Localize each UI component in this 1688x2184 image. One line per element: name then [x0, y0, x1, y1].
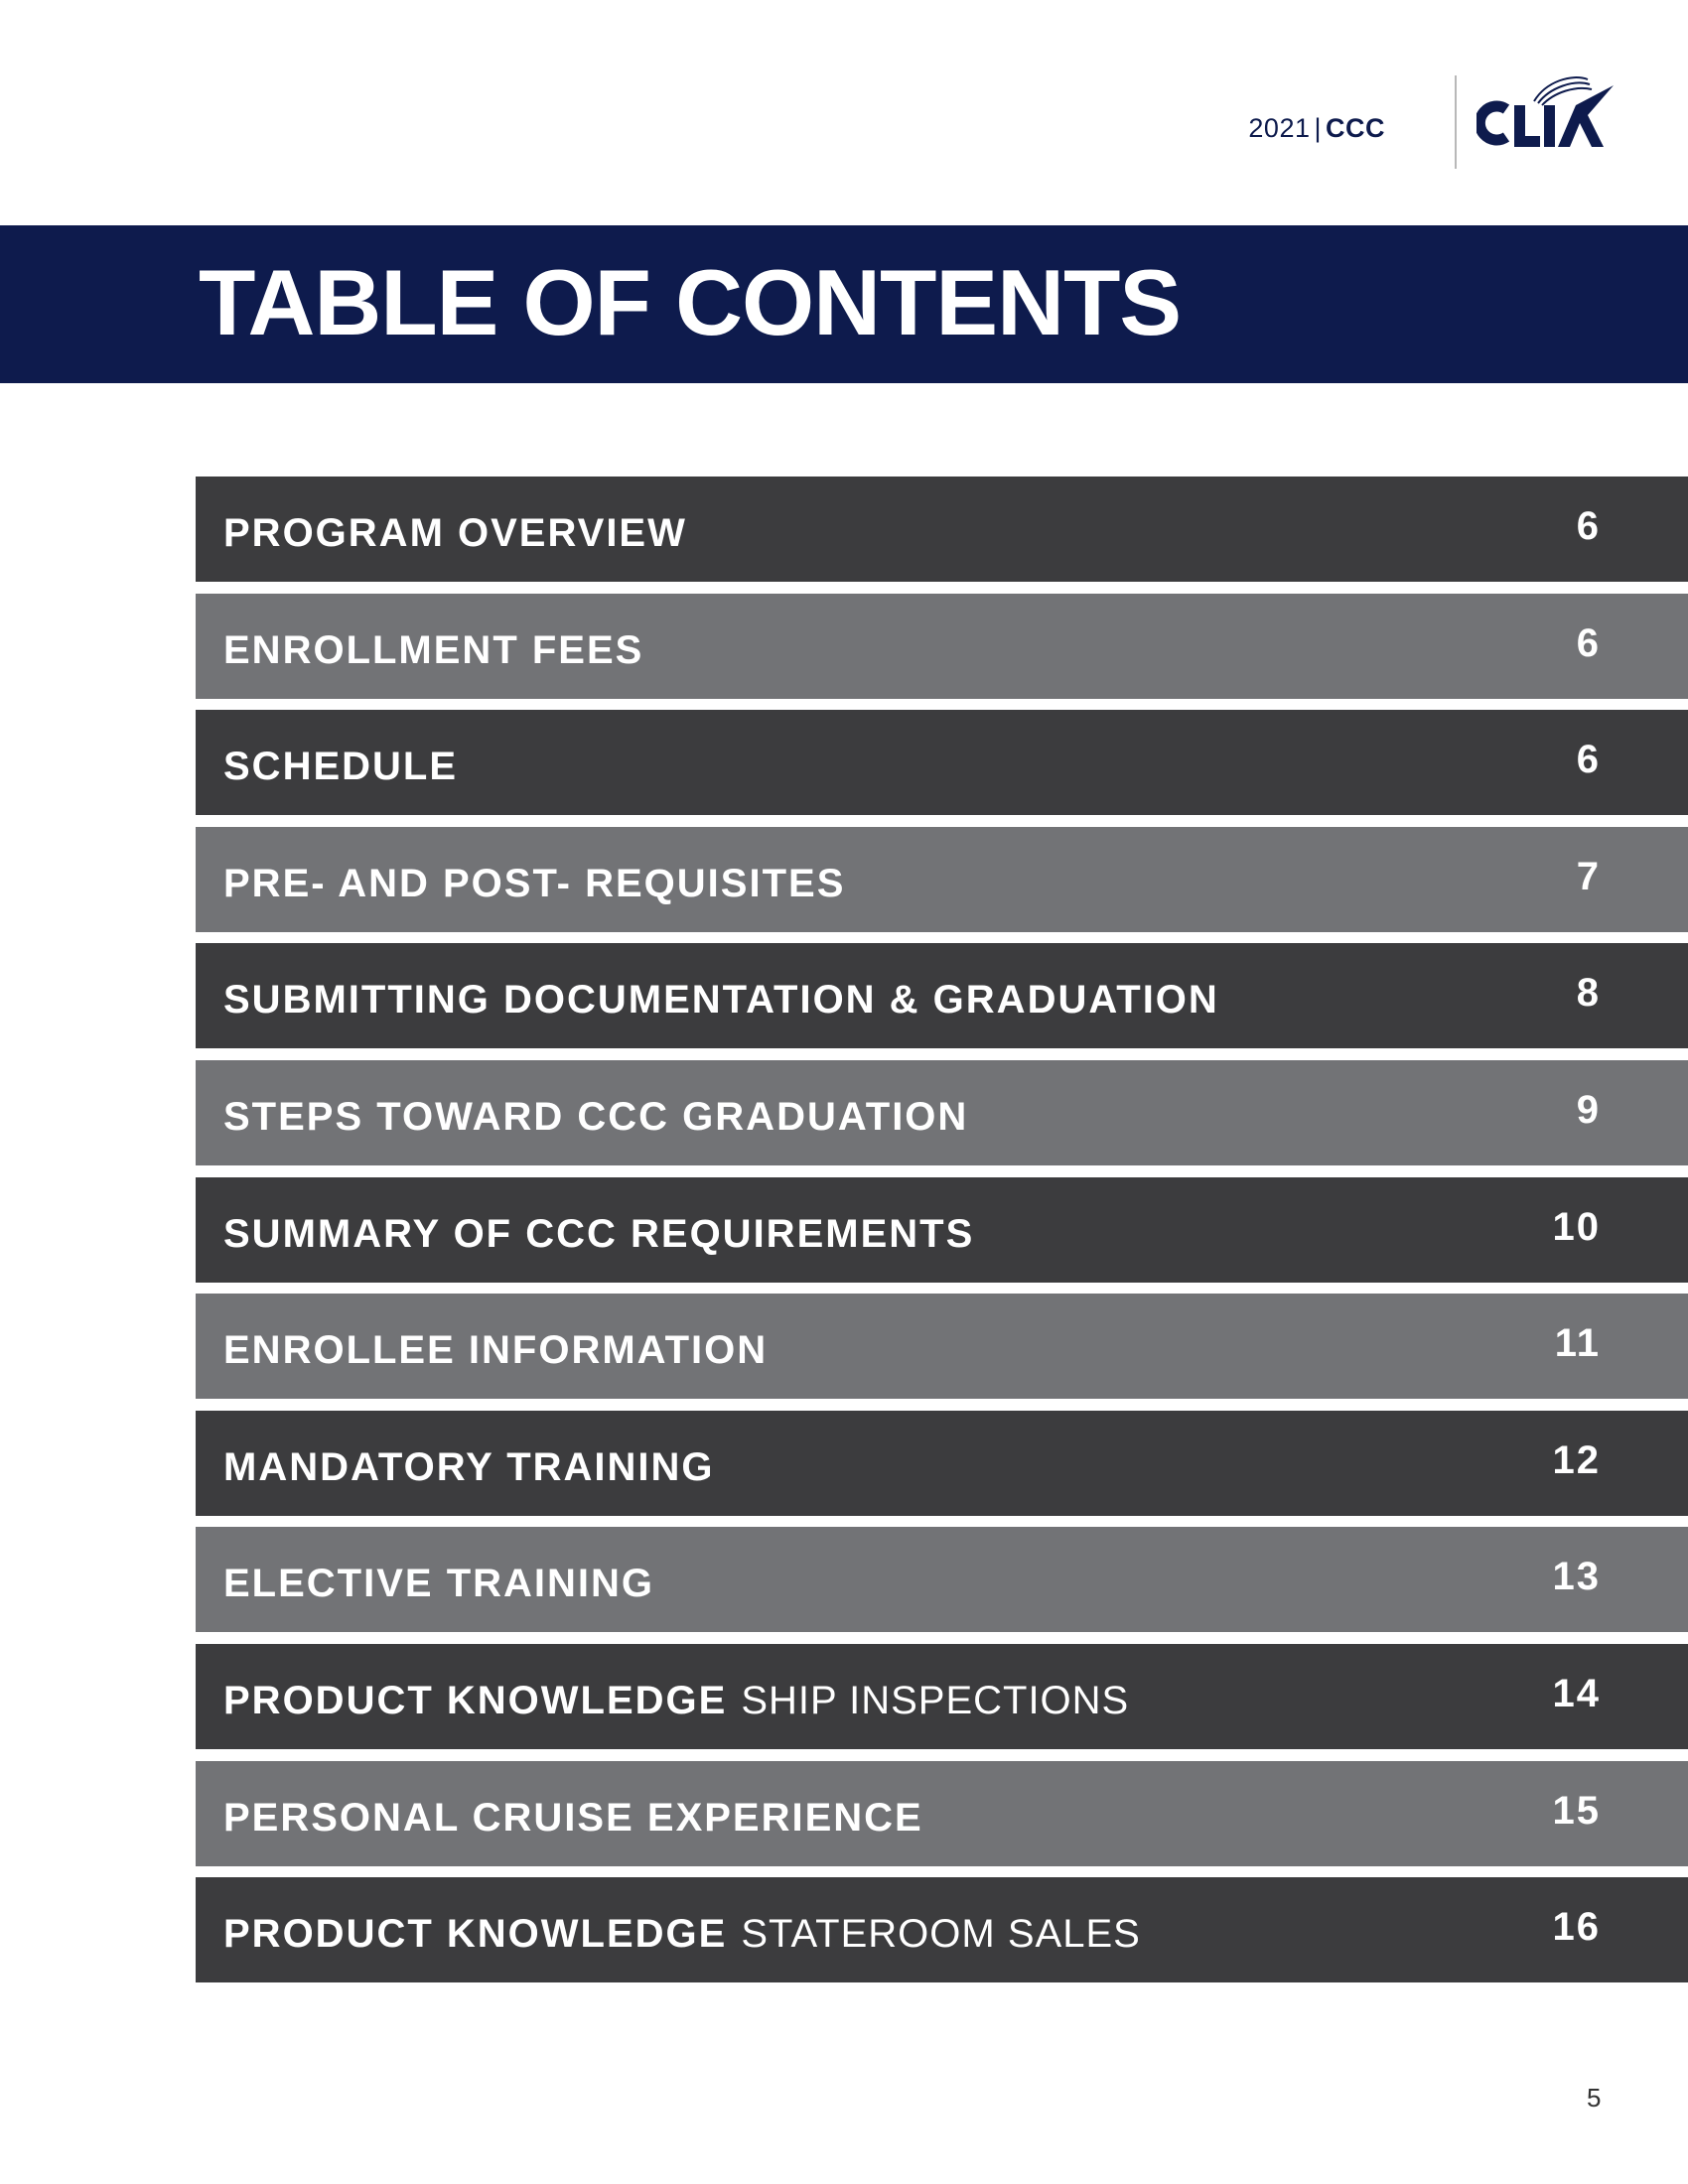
clia-logo-icon — [1477, 75, 1625, 155]
toc-page-number: 10 — [1552, 1204, 1601, 1249]
toc-row-mandatory-training[interactable] — [196, 1411, 1688, 1516]
toc-entry-title: PERSONAL CRUISE EXPERIENCE — [223, 1795, 923, 1840]
toc-entry-title: SUBMITTING DOCUMENTATION & GRADUATION — [223, 978, 1219, 1023]
toc-row-schedule[interactable] — [196, 710, 1688, 815]
toc-entry-title: PRODUCT KNOWLEDGE STATEROOM SALES — [223, 1912, 1141, 1957]
toc-row-elective-training[interactable] — [196, 1527, 1688, 1632]
toc-entry-title: PRE- AND POST- REQUISITES — [223, 861, 846, 905]
toc-row-enrollment-fees[interactable] — [196, 594, 1688, 699]
toc-row-submitting-documentation[interactable] — [196, 943, 1688, 1048]
toc-page-number: 12 — [1552, 1437, 1601, 1482]
edition-program: CCC — [1326, 113, 1385, 143]
toc-row-requisites[interactable] — [196, 827, 1688, 932]
toc-row-product-knowledge-ship-inspections[interactable] — [196, 1644, 1688, 1749]
toc-row-steps-toward-graduation[interactable] — [196, 1060, 1688, 1165]
toc-row-enrollee-information[interactable] — [196, 1294, 1688, 1399]
edition-year: 2021 — [1248, 113, 1311, 143]
toc-page-number: 13 — [1552, 1555, 1601, 1599]
table-of-contents — [196, 477, 1688, 1994]
toc-entry-title: ELECTIVE TRAINING — [223, 1562, 655, 1606]
edition-separator: | — [1314, 113, 1322, 143]
page-number: 5 — [1587, 2083, 1602, 2113]
toc-page-number: 14 — [1552, 1671, 1601, 1715]
toc-entry-title: ENROLLEE INFORMATION — [223, 1328, 769, 1373]
toc-page-number: 15 — [1552, 1788, 1601, 1833]
title-band — [0, 225, 1688, 383]
toc-entry-title: PROGRAM OVERVIEW — [223, 511, 687, 555]
toc-page-number: 8 — [1576, 971, 1601, 1016]
brand-divider — [1455, 75, 1457, 169]
toc-row-program-overview[interactable] — [196, 477, 1688, 582]
toc-page-number: 7 — [1576, 854, 1601, 898]
toc-page-number: 11 — [1554, 1321, 1601, 1366]
toc-entry-title: PRODUCT KNOWLEDGE SHIP INSPECTIONS — [223, 1678, 1130, 1722]
header-brand — [1216, 75, 1643, 171]
toc-page-number: 6 — [1576, 738, 1601, 782]
toc-entry-title: SUMMARY OF CCC REQUIREMENTS — [223, 1211, 975, 1256]
toc-entry-subtitle: SHIP INSPECTIONS — [741, 1678, 1130, 1722]
toc-row-product-knowledge-stateroom-sales[interactable] — [196, 1877, 1688, 1982]
toc-entry-title: ENROLLMENT FEES — [223, 627, 644, 672]
toc-page-number: 9 — [1576, 1087, 1601, 1132]
toc-entry-title: SCHEDULE — [223, 745, 459, 789]
toc-page-number: 6 — [1576, 620, 1601, 665]
toc-entry-title: STEPS TOWARD CCC GRADUATION — [223, 1094, 969, 1139]
toc-row-personal-cruise-experience[interactable] — [196, 1761, 1688, 1866]
toc-page-number: 6 — [1576, 504, 1601, 548]
toc-row-summary-of-requirements[interactable] — [196, 1177, 1688, 1283]
toc-page-number: 16 — [1552, 1905, 1601, 1950]
toc-entry-title: MANDATORY TRAINING — [223, 1444, 715, 1489]
edition-label — [1248, 113, 1385, 144]
toc-entry-subtitle: STATEROOM SALES — [741, 1912, 1141, 1957]
page-title: TABLE OF CONTENTS — [199, 250, 1182, 354]
